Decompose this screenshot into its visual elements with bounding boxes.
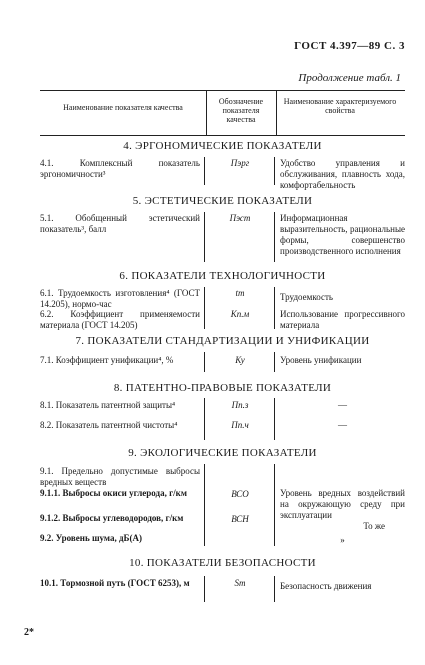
column-separator <box>204 464 205 546</box>
row-symbol: Пэрг <box>230 158 250 168</box>
column-separator <box>274 352 275 372</box>
row-name: 4.1. Комплексный показатель эргономичности³ <box>40 158 200 179</box>
row-symbol: ВСО <box>231 489 249 499</box>
column-separator <box>204 287 205 329</box>
column-separator <box>204 157 205 185</box>
section-title: 7. ПОКАЗАТЕЛИ СТАНДАРТИЗАЦИИ И УНИФИКАЦИИ <box>75 335 370 347</box>
row-symbol: Кп.м <box>230 309 250 319</box>
section-title: 5. ЭСТЕТИЧЕСКИЕ ПОКАЗАТЕЛИ <box>132 195 313 207</box>
row-property: Уровень унификации <box>280 355 362 365</box>
header-divider <box>276 91 277 135</box>
column-header-property: Наименование характеризуемого свойства <box>283 97 397 115</box>
header-divider <box>206 91 207 135</box>
column-separator <box>204 212 205 262</box>
row-property: То же <box>363 521 385 531</box>
row-name: 8.2. Показатель патентной чистоты⁴ <box>40 420 178 430</box>
row-property: Использование прогрессивного материала <box>280 309 405 330</box>
row-symbol: ВСН <box>231 514 249 524</box>
row-name: 5.1. Обобщенный эстетический показатель³, балл <box>40 213 200 234</box>
standard-header: ГОСТ 4.397—89 С. 3 <box>294 40 405 52</box>
row-property: — <box>338 420 347 430</box>
section-title: 9. ЭКОЛОГИЧЕСКИЕ ПОКАЗАТЕЛИ <box>128 447 317 459</box>
section-title: 8. ПАТЕНТНО-ПРАВОВЫЕ ПОКАЗАТЕЛИ <box>113 382 332 394</box>
column-separator <box>204 398 205 440</box>
row-property: » <box>340 535 345 545</box>
page-mark: 2* <box>24 627 34 638</box>
row-symbol: tт <box>235 288 245 298</box>
column-separator <box>274 287 275 329</box>
row-property: Уровень вредных воздействий на окружающую среду при эксплуатации <box>280 488 405 520</box>
row-name: 9.1.1. Выбросы окиси углерода, г/км <box>40 488 187 498</box>
row-symbol: Пэст <box>229 213 251 223</box>
row-name: 7.1. Коэффициент унификации⁴, % <box>40 355 174 365</box>
row-name: 10.1. Тормозной путь (ГОСТ 6253), м <box>40 578 190 588</box>
column-separator <box>274 157 275 185</box>
table-header <box>40 90 405 136</box>
row-name: 9.1.2. Выбросы углеводородов, г/км <box>40 513 184 523</box>
section-title: 10. ПОКАЗАТЕЛИ БЕЗОПАСНОСТИ <box>129 557 316 569</box>
column-header-name: Наименование показателя качества <box>63 103 183 112</box>
column-separator <box>274 398 275 440</box>
column-separator <box>204 576 205 602</box>
row-name: 6.2. Коэффициент применяемости материала (ГОСТ 14.205) <box>40 309 200 330</box>
column-separator <box>274 464 275 546</box>
row-name: 6.1. Трудоемкость изготовления⁴ (ГОСТ 14.205), нормо-час <box>40 288 200 309</box>
row-symbol: Sт <box>234 578 246 588</box>
row-name: 9.2. Уровень шума, дБ(А) <box>40 533 142 543</box>
column-header-symbol: Обозначение показателя качества <box>218 97 264 124</box>
column-separator <box>274 212 275 262</box>
continuation-label: Продолжение табл. 1 <box>298 72 401 84</box>
row-name: 9.1. Предельно допустимые выбросы вредных веществ <box>40 466 200 487</box>
column-separator <box>204 352 205 372</box>
row-property: Трудоемкость <box>280 292 334 302</box>
row-property: Удобство управления и обслуживания, плавность хода, комфортабельность <box>280 158 405 190</box>
section-title: 6. ПОКАЗАТЕЛИ ТЕХНОЛОГИЧНОСТИ <box>119 270 326 282</box>
row-symbol: Ку <box>235 355 245 365</box>
row-name: 8.1. Показатель патентной защиты⁴ <box>40 400 176 410</box>
row-symbol: Пп.з <box>231 400 249 410</box>
row-property: Информационная выразительность, рациональные формы, совершенство производственного исполнения <box>280 213 405 256</box>
row-property: — <box>338 400 347 410</box>
row-property: Безопасность движения <box>280 581 372 591</box>
section-title: 4. ЭРГОНОМИЧЕСКИЕ ПОКАЗАТЕЛИ <box>123 140 322 152</box>
row-symbol: Пп.ч <box>231 420 249 430</box>
column-separator <box>274 576 275 602</box>
